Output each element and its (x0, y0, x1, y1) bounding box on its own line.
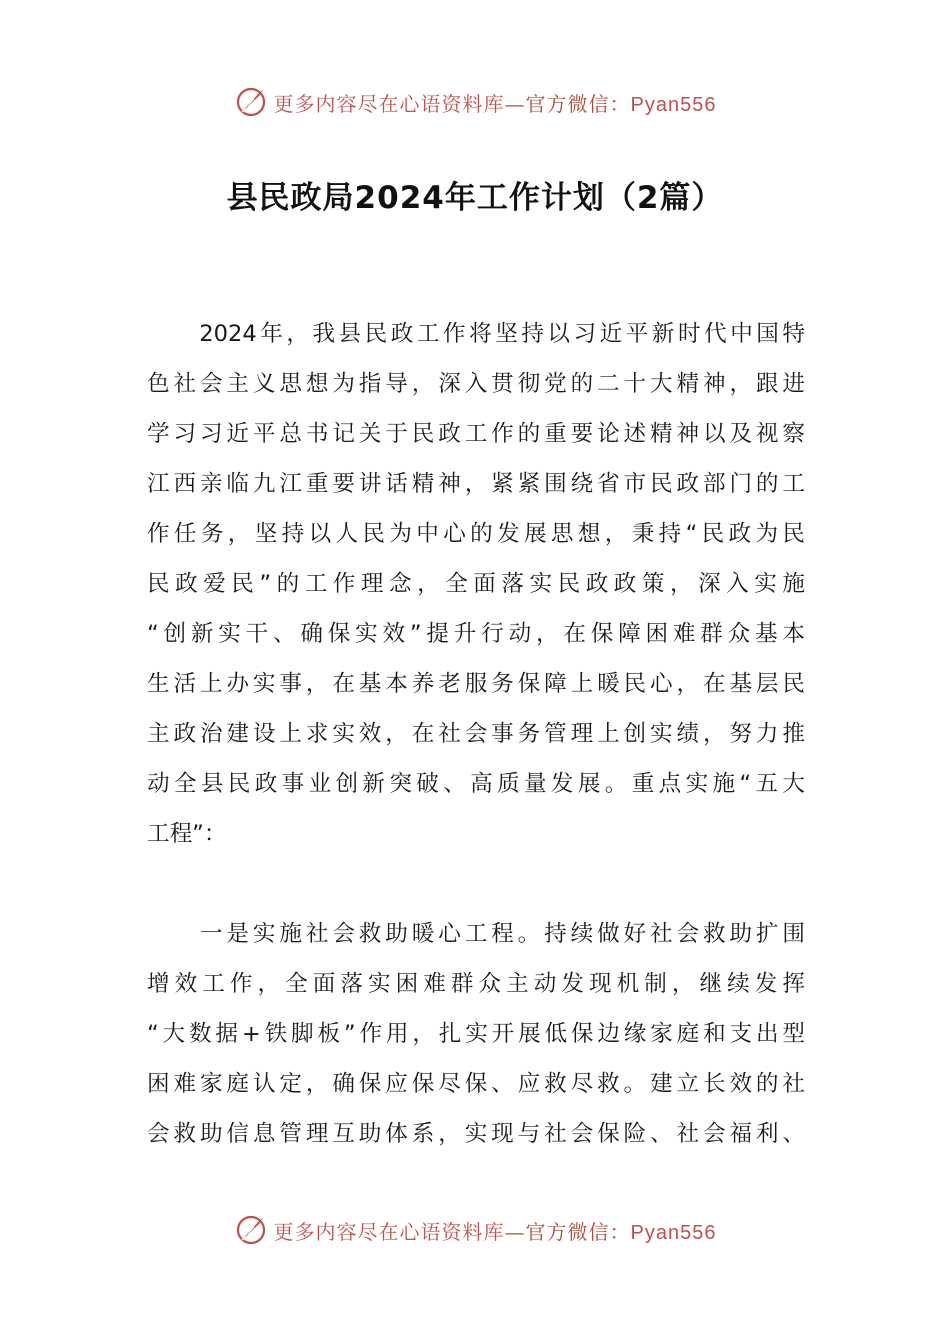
text-line: 学习习近平总书记关于民政工作的重要论述精神以及视察 (147, 421, 805, 447)
text-line: 工程”： (147, 821, 227, 847)
text-line: 会救助信息管理互助体系，实现与社会保险、社会福利、 (147, 1121, 805, 1147)
banner-wechat-id: Pyan556 (630, 1221, 717, 1244)
text-line: 生活上办实事，在基本养老服务保障上暖民心，在基层民 (147, 671, 805, 697)
quill-pen-circle-icon (234, 1213, 268, 1247)
text-line: “大数据+铁脚板”作用，扎实开展低保边缘家庭和支出型 (147, 1021, 805, 1047)
document-title: 县民政局2024年工作计划（2篇） (226, 180, 724, 216)
banner-wechat-id: Pyan556 (630, 93, 717, 116)
banner-wechat-label: —官方微信： (504, 91, 631, 116)
text-line: 主政治建设上求实效，在社会事务管理上创实绩，努力推 (147, 721, 805, 747)
text-line: 困难家庭认定，确保应保尽保、应救尽救。建立长效的社 (147, 1071, 805, 1097)
text-line: 2024年，我县民政工作将坚持以习近平新时代中国特 (147, 321, 805, 347)
paragraph-social-assistance (147, 909, 805, 1159)
text-line: 作任务，坚持以人民为中心的发展思想，秉持“民政为民 (147, 521, 805, 547)
quill-pen-circle-icon (234, 85, 268, 119)
text-line: 一是实施社会救助暖心工程。持续做好社会救助扩围 (147, 921, 805, 947)
text-line: 增效工作，全面落实困难群众主动发现机制，继续发挥 (147, 971, 805, 997)
text-line: 民政爱民”的工作理念，全面落实民政政策，深入实施 (147, 571, 805, 597)
header-watermark-banner (0, 82, 950, 122)
text-line: 色社会主义思想为指导，深入贯彻党的二十大精神，跟进 (147, 371, 805, 397)
banner-library-name: 更多内容尽在心语资料库 (273, 1219, 505, 1244)
paragraph-intro (147, 309, 805, 859)
banner-library-name: 更多内容尽在心语资料库 (273, 91, 505, 116)
text-line: “创新实干、确保实效”提升行动，在保障困难群众基本 (147, 621, 805, 647)
footer-watermark-banner (0, 1210, 950, 1250)
banner-wechat-label: —官方微信： (504, 1219, 631, 1244)
text-line: 江西亲临九江重要讲话精神，紧紧围绕省市民政部门的工 (147, 471, 805, 497)
banner-text (274, 88, 717, 117)
text-line: 动全县民政事业创新突破、高质量发展。重点实施“五大 (147, 771, 805, 797)
banner-text (274, 1216, 717, 1245)
